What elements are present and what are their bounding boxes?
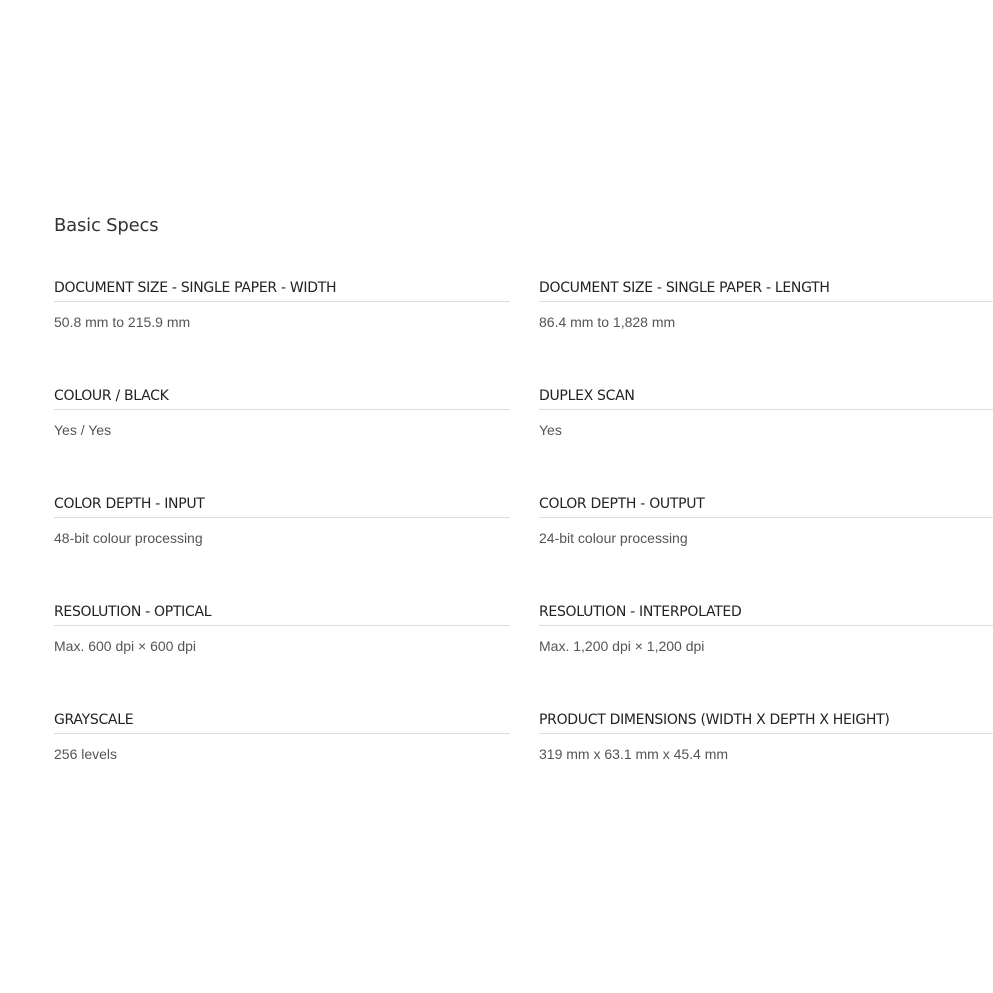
spec-item-document-width [54, 276, 510, 384]
spec-label: COLOR DEPTH - INPUT [54, 492, 510, 518]
section-title: Basic Specs [54, 215, 159, 236]
spec-label: DOCUMENT SIZE - SINGLE PAPER - LENGTH [539, 276, 993, 302]
spec-value: Yes / Yes [54, 422, 112, 438]
spec-item-product-dimensions [539, 708, 993, 816]
spec-item-grayscale [54, 708, 510, 816]
spec-item-resolution-interpolated [539, 600, 993, 708]
spec-value: 319 mm x 63.1 mm x 45.4 mm [539, 746, 729, 762]
spec-label: GRAYSCALE [54, 708, 510, 734]
spec-label: COLOUR / BLACK [54, 384, 510, 410]
spec-item-color-depth-input [54, 492, 510, 600]
spec-label: DOCUMENT SIZE - SINGLE PAPER - WIDTH [54, 276, 510, 302]
spec-item-document-length [539, 276, 993, 384]
spec-label: DUPLEX SCAN [539, 384, 993, 410]
spec-item-resolution-optical [54, 600, 510, 708]
spec-item-duplex-scan [539, 384, 993, 492]
spec-label: COLOR DEPTH - OUTPUT [539, 492, 993, 518]
spec-label: PRODUCT DIMENSIONS (WIDTH X DEPTH X HEIGHT) [539, 708, 993, 734]
spec-item-colour-black [54, 384, 510, 492]
spec-value: 48-bit colour processing [54, 530, 203, 546]
spec-value: 256 levels [54, 746, 118, 762]
spec-label: RESOLUTION - OPTICAL [54, 600, 510, 626]
spec-value: 50.8 mm to 215.9 mm [54, 314, 191, 330]
spec-label: RESOLUTION - INTERPOLATED [539, 600, 993, 626]
spec-value: 86.4 mm to 1,828 mm [539, 314, 676, 330]
specs-grid [54, 276, 993, 816]
spec-value: Max. 1,200 dpi × 1,200 dpi [539, 638, 705, 654]
spec-item-color-depth-output [539, 492, 993, 600]
basic-specs-section [54, 212, 993, 762]
spec-value: 24-bit colour processing [539, 530, 688, 546]
spec-value: Max. 600 dpi × 600 dpi [54, 638, 197, 654]
spec-value: Yes [539, 422, 562, 438]
